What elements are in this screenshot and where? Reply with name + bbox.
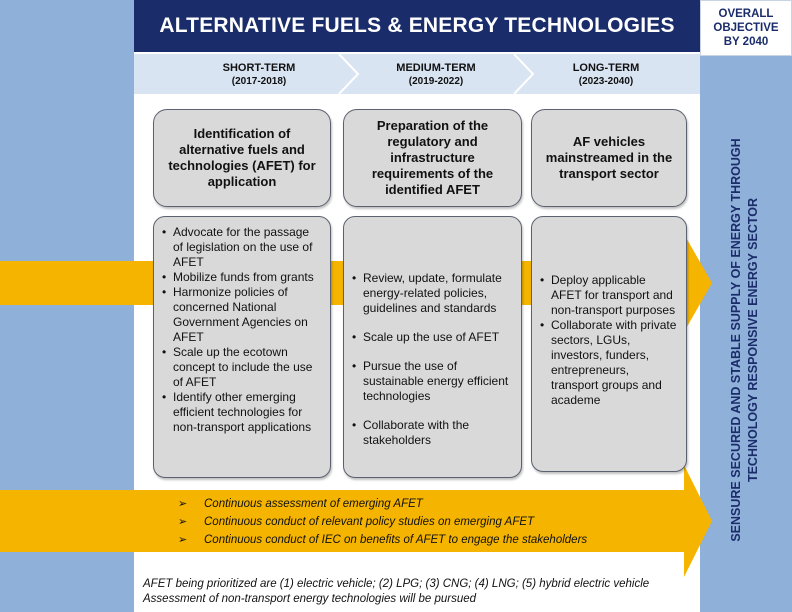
- activity-item: • Deploy applicable AFET for transport and non-transport purposes: [540, 273, 678, 318]
- overall-objective-label: [700, 0, 792, 56]
- objective-label-line: OVERALL: [718, 8, 774, 20]
- phase-medium-term: [346, 54, 526, 94]
- activity-item: • Collaborate with the stakeholders: [352, 418, 513, 448]
- objective-medium-term: [343, 109, 522, 207]
- phase-short-term: [164, 54, 354, 94]
- activities-short-term: [153, 216, 331, 478]
- objective-text: AF vehicles mainstreamed in the transport sector: [545, 134, 673, 181]
- objective-statement-line: SENSURE SECURED AND STABLE SUPPLY OF ENERGY THROUGH: [729, 138, 743, 542]
- phase-years: (2019-2022): [408, 75, 464, 87]
- footnotes: [143, 577, 703, 607]
- activity-item: • Collaborate with private sectors, LGUs, investors, funders, entrepreneurs, transport groups and academe: [540, 318, 678, 408]
- objective-short-term: [153, 109, 331, 207]
- arrow-bullet-icon: ➢: [178, 534, 188, 546]
- arrow-bullet-icon: ➢: [178, 516, 188, 528]
- phase-years: (2017-2018): [231, 75, 287, 87]
- continuous-item: [178, 495, 638, 513]
- activity-item: • Mobilize funds from grants: [162, 270, 322, 285]
- phase-years: (2023-2040): [578, 75, 634, 87]
- continuous-item-text: Continuous conduct of relevant policy studies on emerging AFET: [204, 516, 535, 528]
- footnote: AFET being prioritized are (1) electric vehicle; (2) LPG; (3) CNG; (4) LNG; (5) hybrid electric vehicle: [143, 578, 650, 590]
- activity-item: • Advocate for the passage of legislation on the use of AFET: [162, 225, 322, 270]
- activity-item: • Identify other emerging efficient technologies for non-transport applications: [162, 390, 322, 435]
- continuous-activities: [178, 495, 638, 549]
- activity-item: • Review, update, formulate energy-related policies, guidelines and standards: [352, 271, 513, 316]
- activity-list: [162, 225, 322, 435]
- phase-long-term: [526, 54, 686, 94]
- phase-label: LONG-TERM: [572, 61, 640, 74]
- objective-long-term: [531, 109, 687, 207]
- objective-text: Preparation of the regulatory and infrastructure requirements of the identified AFET: [371, 118, 494, 197]
- activities-medium-term: [343, 216, 522, 478]
- activity-item: • Scale up the use of AFET: [352, 330, 513, 345]
- activity-item: • Pursue the use of sustainable energy efficient technologies: [352, 359, 513, 404]
- continuous-item: [178, 531, 638, 549]
- objective-statement-line: TECHNOLOGY RESPONSIVE ENERGY SECTOR: [746, 197, 760, 483]
- activity-item: • Harmonize policies of concerned National Government Agencies on AFET: [162, 285, 322, 345]
- activity-list: [540, 273, 678, 408]
- overall-objective-statement: [728, 120, 762, 560]
- footnote: Assessment of non-transport energy technologies will be pursued: [143, 593, 477, 605]
- objective-label-line: BY 2040: [723, 36, 769, 48]
- continuous-item-text: Continuous conduct of IEC on benefits of AFET to engage the stakeholders: [204, 534, 588, 546]
- phase-label: SHORT-TERM: [222, 61, 296, 74]
- objective-label-line: OBJECTIVE: [713, 22, 779, 34]
- continuous-item-text: Continuous assessment of emerging AFET: [204, 498, 423, 510]
- arrow-bullet-icon: ➢: [178, 498, 188, 510]
- objective-text: Identification of alternative fuels and technologies (AFET) for application: [168, 126, 316, 189]
- header-bar: [134, 0, 700, 52]
- phase-timeline: [134, 54, 700, 94]
- activities-long-term: [531, 216, 687, 472]
- activity-list: [352, 271, 513, 448]
- continuous-item: [178, 513, 638, 531]
- activity-item: • Scale up the ecotown concept to include the use of AFET: [162, 345, 322, 390]
- page-title: ALTERNATIVE FUELS & ENERGY TECHNOLOGIES: [159, 14, 675, 37]
- phase-label: MEDIUM-TERM: [396, 61, 476, 74]
